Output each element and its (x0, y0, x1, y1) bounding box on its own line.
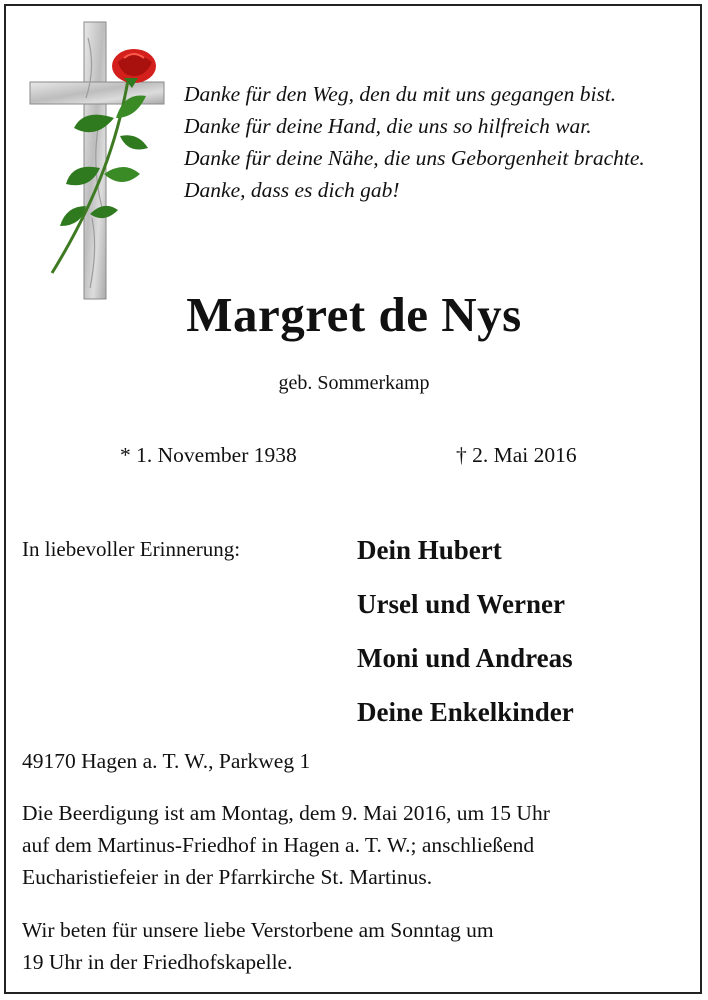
poem-line: Danke für deine Hand, die uns so hilfreich war. (184, 114, 592, 138)
mourner: Moni und Andreas (357, 643, 573, 673)
address: 49170 Hagen a. T. W., Parkweg 1 (22, 749, 311, 773)
burial-info (22, 797, 550, 893)
mourner: Dein Hubert (357, 535, 502, 565)
poem-line: Danke, dass es dich gab! (184, 178, 400, 202)
birth-date: * 1. November 1938 (120, 443, 297, 467)
mourner: Deine Enkelkinder (357, 697, 574, 727)
poem-line: Danke für deine Nähe, die uns Geborgenheit brachte. (184, 146, 645, 170)
prayer-info (22, 914, 494, 978)
deceased-name: Margret de Nys (186, 287, 522, 342)
prayer-line: Wir beten für unsere liebe Verstorbene am Sonntag um (22, 918, 494, 942)
cross-rose-icon (28, 18, 178, 303)
burial-line: Eucharistiefeier in der Pfarrkirche St. Martinus. (22, 865, 433, 889)
maiden-name: geb. Sommerkamp (278, 372, 430, 394)
poem (184, 78, 645, 206)
death-date: † 2. Mai 2016 (456, 443, 577, 467)
burial-line: auf dem Martinus-Friedhof in Hagen a. T. W.; anschließend (22, 833, 535, 857)
mourner: Ursel und Werner (357, 589, 565, 619)
memorial-label: In liebevoller Erinnerung: (22, 537, 241, 561)
prayer-line: 19 Uhr in der Friedhofskapelle. (22, 950, 293, 974)
burial-line: Die Beerdigung ist am Montag, dem 9. Mai 2016, um 15 Uhr (22, 801, 550, 825)
poem-line: Danke für den Weg, den du mit uns gegangen bist. (184, 82, 617, 106)
mourners-list (357, 530, 574, 746)
